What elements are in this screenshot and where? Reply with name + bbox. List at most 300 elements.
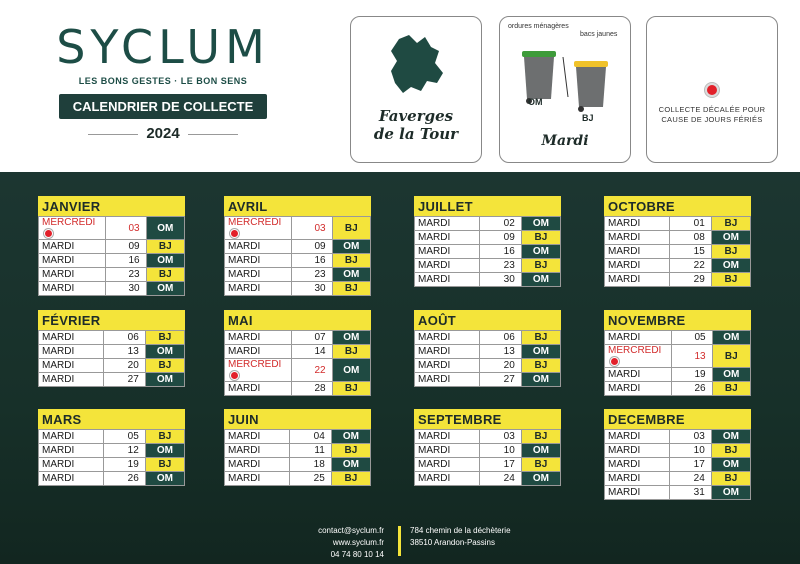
month-table: [224, 216, 371, 296]
collection-day: [39, 472, 104, 486]
collection-type: BJ: [521, 259, 560, 273]
collection-date: 28: [291, 382, 332, 396]
brand-name: SYCLUM: [56, 20, 270, 74]
collection-day-label: MARDI: [42, 241, 75, 252]
collection-day-label: MARDI: [42, 473, 75, 484]
month-table: [38, 330, 185, 387]
collection-day-label: MERCREDI: [42, 217, 96, 228]
collection-day: [39, 282, 106, 296]
collection-day-label: MARDI: [42, 332, 75, 343]
collection-day-label: MARDI: [608, 369, 641, 380]
collection-row: [605, 231, 751, 245]
shifted-dot-icon: [610, 357, 619, 366]
collection-date: 11: [290, 444, 332, 458]
collection-date: 20: [480, 359, 522, 373]
collection-day: [39, 217, 106, 240]
bins-icon: [500, 17, 630, 112]
collection-date: 23: [291, 268, 332, 282]
collection-day: [415, 359, 480, 373]
collection-day: [605, 368, 672, 382]
month-name: DECEMBRE: [604, 409, 751, 429]
footer-website[interactable]: www.syclum.fr: [332, 538, 384, 547]
collection-day-label: MARDI: [418, 445, 451, 456]
collection-type: OM: [145, 472, 184, 486]
collection-type: BJ: [332, 254, 370, 268]
footer-divider: [398, 526, 401, 556]
collection-date: 24: [480, 472, 522, 486]
collection-day: [39, 444, 104, 458]
collection-date: 20: [104, 359, 146, 373]
month-table: [38, 216, 185, 296]
month-block: [414, 310, 561, 387]
collection-row: [415, 345, 561, 359]
collection-type: BJ: [145, 458, 184, 472]
footer-email[interactable]: contact@syclum.fr: [318, 526, 384, 535]
collection-day: [225, 254, 292, 268]
collection-day-label: MARDI: [608, 445, 641, 456]
collection-type: OM: [712, 368, 750, 382]
shifted-dot-icon: [44, 229, 53, 238]
collection-type: BJ: [521, 359, 560, 373]
collection-row: [39, 254, 185, 268]
collection-date: 14: [291, 345, 332, 359]
collection-day-label: MARDI: [608, 332, 641, 343]
legend-text: COLLECTE DÉCALÉE POUR CAUSE DE JOURS FÉRIÉS: [658, 105, 766, 124]
collection-date: 22: [291, 359, 332, 382]
collection-type: BJ: [146, 240, 184, 254]
month-block: [224, 310, 371, 396]
collection-day: [415, 259, 480, 273]
collection-day: [605, 430, 670, 444]
collection-type: OM: [521, 245, 560, 259]
collection-date: 25: [290, 472, 332, 486]
calendar-year: 2024: [48, 125, 278, 142]
collection-row: [39, 359, 185, 373]
collection-day-label: MARDI: [42, 255, 75, 266]
bj-caption: bacs jaunes: [580, 31, 618, 38]
collection-day: [415, 345, 480, 359]
collection-date: 03: [670, 430, 712, 444]
collection-day-label: MARDI: [228, 283, 261, 294]
collection-day-label: MARDI: [228, 431, 261, 442]
collection-date: 23: [105, 268, 146, 282]
collection-type: BJ: [521, 458, 560, 472]
collection-date: 13: [104, 345, 146, 359]
legend-card: [646, 16, 778, 163]
collection-type: OM: [711, 430, 750, 444]
collection-day: [225, 282, 292, 296]
collection-day-label: MARDI: [608, 246, 641, 257]
legend-dot-wrap: [647, 83, 777, 102]
collection-row: [225, 240, 371, 254]
collection-day: [605, 217, 670, 231]
collection-day: [605, 273, 670, 287]
collection-type: BJ: [146, 268, 184, 282]
collection-type: OM: [146, 217, 184, 240]
collection-day: [225, 472, 290, 486]
collection-day: [225, 331, 292, 345]
collection-day: [605, 458, 670, 472]
collection-row: [225, 458, 371, 472]
collection-row: [605, 382, 751, 396]
collection-row: [225, 359, 371, 382]
om-caption: ordures ménagères: [508, 23, 569, 30]
collection-row: [225, 444, 371, 458]
month-name: AOÛT: [414, 310, 561, 330]
collection-type: BJ: [145, 430, 184, 444]
month-name: FÉVRIER: [38, 310, 185, 330]
collection-date: 30: [480, 273, 522, 287]
collection-row: [415, 217, 561, 231]
collection-type: OM: [145, 373, 184, 387]
collection-day-label: MARDI: [608, 431, 641, 442]
collection-type: OM: [521, 273, 560, 287]
collection-day: [415, 472, 480, 486]
collection-day: [415, 444, 480, 458]
collection-day-label: MARDI: [418, 431, 451, 442]
collection-row: [605, 217, 751, 231]
collection-date: 30: [291, 282, 332, 296]
month-table: [38, 429, 185, 486]
collection-day-label: MARDI: [608, 473, 641, 484]
collection-date: 03: [291, 217, 332, 240]
collection-type: OM: [331, 458, 370, 472]
collection-row: [225, 345, 371, 359]
collection-date: 03: [105, 217, 146, 240]
collection-row: [225, 282, 371, 296]
collection-row: [605, 259, 751, 273]
collection-type: OM: [146, 282, 184, 296]
collection-type: BJ: [711, 273, 750, 287]
collection-type: BJ: [332, 382, 370, 396]
town-card: [350, 16, 482, 163]
collection-type: BJ: [145, 331, 184, 345]
collection-day: [415, 458, 480, 472]
collection-day-label: MARDI: [42, 374, 75, 385]
footer-address: [410, 525, 570, 549]
collection-day-label: MARDI: [608, 218, 641, 229]
collection-day: [225, 382, 292, 396]
collection-type: OM: [712, 331, 750, 345]
collection-day-label: MARDI: [42, 445, 75, 456]
collection-day: [39, 458, 104, 472]
collection-day-label: MARDI: [418, 260, 451, 271]
month-table: [224, 330, 371, 396]
collection-date: 15: [670, 245, 712, 259]
collection-date: 08: [670, 231, 712, 245]
town-name: Faverges de la Tour: [373, 107, 459, 143]
collection-date: 19: [671, 368, 712, 382]
collection-row: [225, 430, 371, 444]
collection-row: [415, 373, 561, 387]
month-name: MARS: [38, 409, 185, 429]
collection-day: [605, 382, 672, 396]
collection-date: 04: [290, 430, 332, 444]
collection-day: [39, 331, 104, 345]
collection-type: BJ: [331, 444, 370, 458]
brand-tagline: LES BONS GESTES · LE BON SENS: [78, 76, 248, 86]
collection-row: [605, 444, 751, 458]
collection-day-label: MARDI: [228, 269, 261, 280]
collection-day: [415, 273, 480, 287]
collection-date: 10: [670, 444, 712, 458]
collection-day: [415, 331, 480, 345]
month-block: [414, 196, 561, 287]
collection-type: OM: [521, 217, 560, 231]
collection-day-label: MARDI: [418, 459, 451, 470]
collection-date: 01: [670, 217, 712, 231]
collection-day: [39, 345, 104, 359]
month-block: [38, 196, 185, 296]
collection-row: [39, 282, 185, 296]
collection-day: [39, 373, 104, 387]
shifted-dot-icon: [705, 83, 719, 97]
collection-day-label: MERCREDI: [228, 359, 282, 370]
month-table: [224, 429, 371, 486]
collection-day: [225, 240, 292, 254]
collection-type: OM: [711, 259, 750, 273]
collection-day-label: MARDI: [418, 274, 451, 285]
month-block: [604, 409, 751, 500]
collection-day-label: MARDI: [418, 332, 451, 343]
collection-row: [415, 430, 561, 444]
collection-row: [39, 430, 185, 444]
collection-row: [605, 472, 751, 486]
collection-row: [605, 273, 751, 287]
collection-row: [605, 486, 751, 500]
collection-date: 12: [104, 444, 146, 458]
collection-type: OM: [521, 345, 560, 359]
collection-type: BJ: [711, 245, 750, 259]
month-block: [414, 409, 561, 486]
collection-row: [605, 458, 751, 472]
month-table: [604, 330, 751, 396]
collection-day: [605, 259, 670, 273]
collection-day: [39, 430, 104, 444]
month-block: [38, 310, 185, 387]
collection-date: 31: [670, 486, 712, 500]
collection-row: [605, 345, 751, 368]
collection-row: [39, 373, 185, 387]
collection-row: [605, 368, 751, 382]
collection-date: 29: [670, 273, 712, 287]
collection-type: OM: [711, 458, 750, 472]
collection-type: BJ: [332, 217, 370, 240]
collection-date: 23: [480, 259, 522, 273]
collection-type: BJ: [712, 345, 750, 368]
month-name: NOVEMBRE: [604, 310, 751, 330]
collection-row: [415, 458, 561, 472]
month-block: [604, 196, 751, 287]
footer-address-line1: 784 chemin de la déchèterie: [410, 526, 511, 535]
collection-date: 22: [670, 259, 712, 273]
collection-row: [605, 331, 751, 345]
collection-day: [225, 430, 290, 444]
collection-day-label: MARDI: [42, 269, 75, 280]
collection-date: 07: [291, 331, 332, 345]
collection-day: [225, 444, 290, 458]
collection-type: OM: [711, 486, 750, 500]
collection-type: OM: [521, 373, 560, 387]
collection-day: [605, 231, 670, 245]
collection-date: 10: [480, 444, 522, 458]
collection-day-label: MARDI: [228, 346, 261, 357]
collection-type: BJ: [331, 472, 370, 486]
collection-type: BJ: [711, 217, 750, 231]
collection-day-label: MERCREDI: [608, 345, 662, 356]
calendar-title: CALENDRIER DE COLLECTE: [59, 94, 268, 119]
collection-day-label: MARDI: [418, 246, 451, 257]
collection-type: BJ: [521, 430, 560, 444]
collection-day: [415, 217, 480, 231]
collection-type: OM: [521, 444, 560, 458]
collection-day: [225, 359, 292, 382]
collection-date: 17: [670, 458, 712, 472]
collection-day-label: MARDI: [418, 232, 451, 243]
collection-row: [39, 444, 185, 458]
collection-day: [605, 245, 670, 259]
collection-type: OM: [332, 240, 370, 254]
collection-date: 26: [104, 472, 146, 486]
collection-row: [605, 245, 751, 259]
collection-type: OM: [332, 359, 370, 382]
collection-date: 16: [291, 254, 332, 268]
collection-row: [39, 345, 185, 359]
collection-type: OM: [711, 231, 750, 245]
month-block: [224, 409, 371, 486]
om-code: OM: [528, 97, 543, 107]
collection-date: 19: [104, 458, 146, 472]
collection-day: [39, 240, 106, 254]
collection-day: [225, 458, 290, 472]
collection-day: [39, 359, 104, 373]
month-table: [414, 330, 561, 387]
collection-day: [605, 472, 670, 486]
collection-type: OM: [145, 444, 184, 458]
collection-day: [415, 430, 480, 444]
collection-type: BJ: [521, 331, 560, 345]
collection-day-label: MARDI: [228, 241, 261, 252]
collection-day: [605, 331, 672, 345]
collection-type: BJ: [712, 382, 750, 396]
collection-date: 13: [671, 345, 712, 368]
collection-day: [605, 444, 670, 458]
collection-row: [39, 331, 185, 345]
footer-address-line2: 38510 Arandon-Passins: [410, 538, 495, 547]
collection-row: [39, 217, 185, 240]
collection-day-label: MARDI: [42, 283, 75, 294]
month-block: [224, 196, 371, 296]
syclum-logo: [48, 22, 278, 142]
month-name: JUILLET: [414, 196, 561, 216]
month-table: [604, 429, 751, 500]
collection-day: [415, 231, 480, 245]
collection-row: [225, 472, 371, 486]
collection-day-label: MARDI: [228, 459, 261, 470]
month-name: MAI: [224, 310, 371, 330]
collection-day-label: MARDI: [608, 459, 641, 470]
collection-day: [225, 268, 292, 282]
collection-day: [225, 345, 292, 359]
collection-day-label: MARDI: [418, 218, 451, 229]
footer-phone: 04 74 80 10 14: [330, 550, 384, 559]
collection-day-label: MARDI: [228, 255, 261, 266]
collection-date: 16: [105, 254, 146, 268]
collection-day-label: MARDI: [42, 459, 75, 470]
town-map-icon: [351, 17, 481, 107]
month-name: SEPTEMBRE: [414, 409, 561, 429]
collection-date: 09: [105, 240, 146, 254]
collection-day-label: MARDI: [228, 445, 261, 456]
collection-day: [415, 373, 480, 387]
collection-row: [225, 217, 371, 240]
month-table: [604, 216, 751, 287]
month-name: JANVIER: [38, 196, 185, 216]
month-name: JUIN: [224, 409, 371, 429]
shifted-dot-icon: [230, 229, 239, 238]
collection-day-label: MARDI: [228, 383, 261, 394]
month-table: [414, 216, 561, 287]
collection-row: [39, 268, 185, 282]
collection-type: BJ: [521, 231, 560, 245]
collection-type: OM: [521, 472, 560, 486]
collection-date: 27: [480, 373, 522, 387]
collection-date: 05: [104, 430, 146, 444]
month-block: [38, 409, 185, 486]
collection-date: 17: [480, 458, 522, 472]
collection-date: 09: [291, 240, 332, 254]
collection-row: [225, 268, 371, 282]
collection-row: [39, 472, 185, 486]
collection-day-label: MARDI: [228, 473, 261, 484]
collection-row: [415, 444, 561, 458]
collection-date: 06: [104, 331, 146, 345]
collection-day-label: MARDI: [608, 260, 641, 271]
collection-type: OM: [331, 430, 370, 444]
month-name: AVRIL: [224, 196, 371, 216]
collection-row: [39, 458, 185, 472]
collection-row: [39, 240, 185, 254]
collection-day: [605, 486, 670, 500]
footer-contact: [290, 525, 384, 561]
bj-code: BJ: [582, 113, 594, 123]
collection-date: 02: [480, 217, 522, 231]
collection-date: 26: [671, 382, 712, 396]
collection-day-label: MERCREDI: [228, 217, 282, 228]
collection-row: [605, 430, 751, 444]
collection-row: [415, 273, 561, 287]
collection-date: 30: [105, 282, 146, 296]
collection-day: [225, 217, 292, 240]
collection-type: OM: [332, 268, 370, 282]
collection-day-label: MARDI: [418, 374, 451, 385]
collection-day-label: MARDI: [418, 360, 451, 371]
collection-day-label: MARDI: [418, 473, 451, 484]
collection-date: 18: [290, 458, 332, 472]
header-area: [0, 0, 800, 172]
collection-day: [605, 345, 672, 368]
collection-type: BJ: [145, 359, 184, 373]
month-block: [604, 310, 751, 396]
collection-date: 16: [480, 245, 522, 259]
collection-row: [225, 331, 371, 345]
collection-row: [225, 254, 371, 268]
collection-row: [415, 231, 561, 245]
collection-row: [415, 359, 561, 373]
collection-day-label: MARDI: [42, 360, 75, 371]
month-table: [414, 429, 561, 486]
collection-date: 05: [671, 331, 712, 345]
